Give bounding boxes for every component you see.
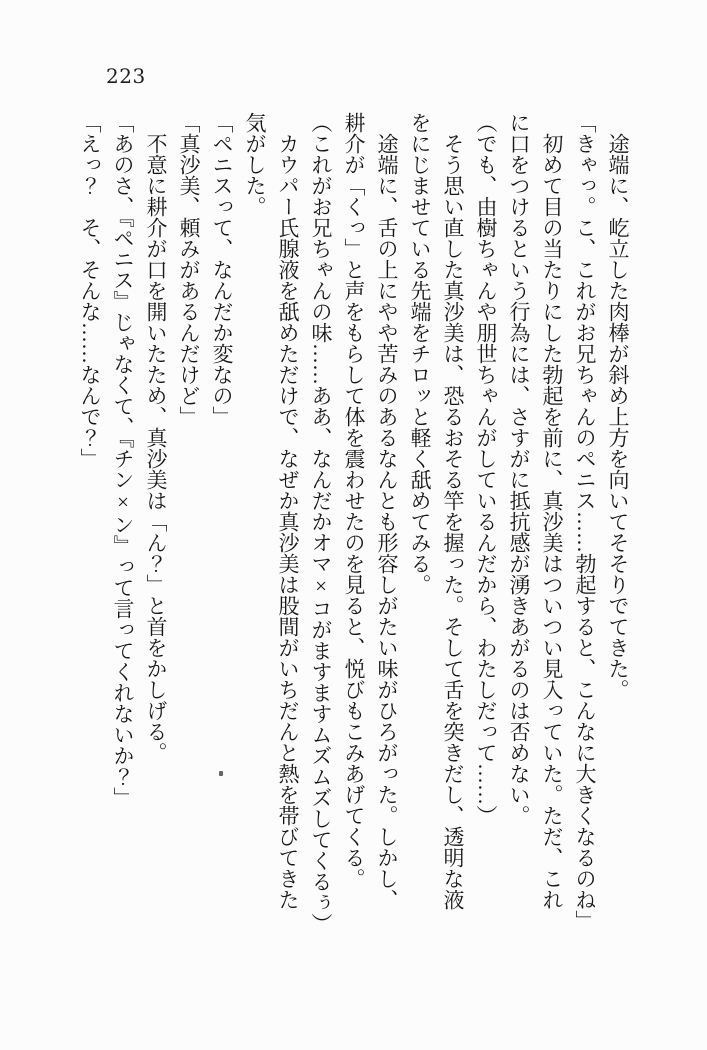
text-column: をにじませている先端をチロッと軽く舐めてみる。	[408, 112, 432, 595]
text-column: そう思い直した真沙美は、恐るおそる竿を握った。そして舌を突きだし、透明な液	[441, 133, 465, 910]
text-column: 「えっ？ そ、そんな……なんで？」	[78, 112, 102, 469]
text-column: 途端に、屹立した肉棒が斜め上方を向いてそそりでてきた。	[606, 133, 630, 700]
text-column: に口をつけるという行為には、さすがに抵抗感が湧きあがるのは否めない。	[507, 112, 531, 826]
text-column: 「ペニスって、なんだか変なの」	[210, 112, 234, 427]
text-column: 「真沙美、頼みがあるんだけど」	[177, 112, 201, 427]
text-block	[73, 112, 634, 964]
text-column: 「あのさ、『ペニス』じゃなくて、『チン×ン』って言ってくれないか？」	[111, 112, 135, 808]
text-column: 不意に耕介が口を開いたため、真沙美は「ん？」と首をかしげる。	[144, 133, 168, 763]
text-column: 「きゃっ。こ、これがお兄ちゃんのペニス……勃起すると、こんなに大きくなるのね」	[573, 112, 597, 931]
text-column: 耕介が「くっ」と声をもらして体を震わせたのを見ると、悦びもこみあげてくる。	[342, 112, 366, 889]
text-column: 気がした。	[243, 112, 267, 217]
page-number: 223	[106, 64, 146, 88]
print-speck	[219, 771, 223, 776]
text-column: （これがお兄ちゃんの味……ああ、なんだかオマ×コがますますムズムズしてくるぅ）	[309, 112, 333, 934]
text-column: 初めて目の当たりにした勃起を前に、真沙美はついつい見入っていた。ただ、これ	[540, 133, 564, 910]
text-column: カウパー氏腺液を舐めただけで、なぜか真沙美は股間がいちだんと熱を帯びてきた	[276, 133, 300, 910]
text-column: （でも、由樹ちゃんや朋世ちゃんがしているんだから、わたしだって……）	[474, 112, 498, 826]
text-column: 途端に、舌の上にやや苦みのあるなんとも形容しがたい味がひろがった。しかし、	[375, 133, 399, 910]
